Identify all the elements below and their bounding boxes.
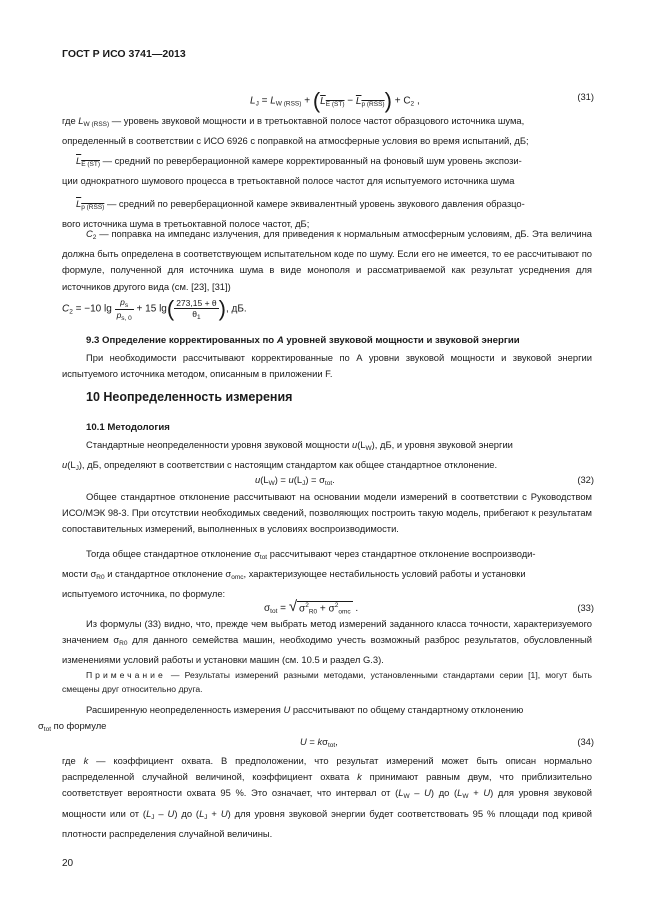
equation-31-number: (31) [577, 91, 594, 102]
eq31-eq: = [258, 95, 271, 107]
fin-v: J [204, 813, 208, 821]
equation-33-number: (33) [577, 602, 594, 613]
fin-t: ) до ( [174, 807, 200, 819]
eq33-plus: + σ [317, 603, 335, 614]
eq32-a: u [255, 474, 261, 485]
fin-j: ) до ( [430, 787, 458, 799]
equation-32 [255, 474, 335, 487]
eqc2-den2: θ [192, 308, 197, 319]
eq33-r2-sub: omc [338, 608, 351, 615]
fin-a: где [62, 755, 84, 766]
def-lp-sub: p (RSS) [81, 204, 105, 211]
section-9-3-text: При необходимости рассчитывают корректированные по А уровни звуковой мощности и звуковой энергии испытуемого источника методом, описанным в приложении F. [62, 352, 592, 380]
eq31-lhs-sub: J [255, 100, 259, 108]
fin-c: — коэффициент охвата. В предположении, что результат измерений может быть описан нормально распределенной случайной величиной, коэффициент охвата [62, 755, 592, 783]
exp-b: U [283, 704, 291, 715]
paragraph-final [62, 753, 592, 842]
f33-a: Из формулы (33) видно, что, прежде чем выбрать метод измерений заданного класса точности, характеризуемого значением σ [62, 618, 592, 646]
f33-c: для данного семейства машин, необходимо учесть возможный разброс результатов, обусловленный изменениями условий работы и установки машин (см. 10.5 и раздел G.3). [62, 634, 592, 666]
eqc2-num2: 273,15 + θ [176, 297, 217, 308]
exp-e: tot [43, 726, 52, 734]
fin-h: – [409, 787, 425, 799]
eq33-r2-sup: 2 [334, 601, 339, 609]
def-lp-sym: L [76, 198, 82, 209]
paragraph-expanded [38, 702, 592, 738]
section-10-1-title: 10.1 Методология [86, 422, 170, 433]
sec93-title-a: 9.3 Определение корректированных по [86, 335, 277, 346]
eq34-f: , [335, 736, 338, 747]
right-paren: ) [384, 88, 392, 113]
eq33-lhs: σ [264, 603, 271, 614]
then-c: рассчитывают через стандартное отклонение воспроизводи- [267, 548, 536, 559]
p1i: ), дБ, определяют в соответствии с настоящим стандартом как общее стандартное отклонение. [78, 459, 498, 471]
fin-b: k [83, 755, 89, 766]
f33-b: R0 [119, 640, 128, 648]
exp-c: рассчитывают по общему стандартному отклонению [290, 704, 524, 715]
fin-d: k [357, 771, 362, 783]
equation-34 [300, 736, 338, 749]
def-lp-line2: вого источника шума в третьоктавной полосе частот, дБ; [62, 218, 310, 230]
left-paren: ( [312, 88, 321, 113]
eq34-a: U [300, 736, 307, 747]
eq32-g: J [302, 480, 306, 487]
eq34-b: = [306, 736, 318, 747]
then-i: испытуемого источника, по формуле: [62, 588, 226, 600]
definition-le [62, 153, 592, 189]
paragraph-then [62, 546, 592, 603]
p1c: (L [357, 439, 366, 450]
section-10-title: 10 Неопределенность измерения [86, 390, 293, 404]
eqc2-eq: = −10 lg [72, 303, 112, 315]
fin-p: L [146, 807, 152, 819]
eq31-t1-sub: W (RSS) [275, 100, 302, 108]
p1e: ), дБ, и уровня звуковой энергии [371, 439, 513, 450]
eq32-e: u [288, 474, 294, 485]
sec93-title-i: А [276, 335, 284, 346]
fin-r: – [154, 807, 168, 819]
then-h: , характеризующее нестабильность условий работы и установки [243, 568, 526, 580]
eq32-i: tot [324, 480, 333, 487]
exp-f: по формуле [51, 720, 107, 732]
def-le-sym: L [76, 155, 82, 166]
eq31-t3: L [355, 95, 362, 107]
fin-s: U [167, 807, 175, 819]
eq31-t2: L [320, 95, 326, 107]
def-c2-sub: 2 [92, 234, 97, 241]
eq33-r1: σ [299, 603, 306, 614]
eq32-j: . [332, 474, 335, 485]
equation-32-number: (32) [577, 474, 594, 485]
eq32-h: ) = σ [305, 474, 325, 485]
eq31-comma: , [414, 95, 420, 107]
section-9-3-title [86, 335, 520, 346]
eqc2-den1: p [116, 309, 122, 320]
def-c2-sym: C [86, 228, 93, 239]
eqc2-mid: + 15 lg [133, 303, 167, 315]
definition-c2 [62, 226, 592, 295]
fraction-pressure [115, 297, 134, 322]
p1g: (L [67, 459, 76, 471]
then-e: R0 [96, 574, 105, 582]
eqc2-lhs-sub: 2 [69, 308, 73, 316]
fin-l: W [462, 793, 469, 801]
exp-d: σ [38, 720, 44, 732]
def-le-sub: E (ST) [81, 161, 100, 168]
eq33-eq: = [277, 603, 289, 614]
c2-left-paren: ( [166, 296, 175, 321]
fin-y: ) для уровня звуковой энергии будет соответствовать 95 % площади под кривой плотности распределения случайной величины. [62, 807, 592, 839]
fin-u: L [199, 807, 205, 819]
sec93-title-b: уровней звуковой мощности и звуковой энергии [283, 335, 520, 346]
p1a: Стандартные неопределенности уровня звуковой мощности [86, 439, 352, 450]
eq32-d: ) = [274, 474, 289, 485]
fin-o: ) для уровня звуковой мощности или от ( [62, 787, 592, 819]
fin-q: J [151, 813, 155, 821]
equation-34-number: (34) [577, 736, 594, 747]
def-lw-sym: L [78, 115, 84, 126]
eq31-plus: + [301, 95, 313, 107]
eq32-b: (L [260, 474, 269, 485]
p1b: u [351, 439, 358, 450]
eq31-t2-sub: E (ST) [325, 100, 345, 108]
fin-m: + [468, 787, 484, 799]
note-label: Примечание [86, 670, 166, 680]
then-g: omc [231, 574, 244, 582]
page-number: 20 [62, 858, 74, 869]
def-c2-text: — поправка на импеданс излучения, для приведения к нормальным атмосферным условиям, дБ. Эта величина должна быть определена в соответствующем испытательном коде по шуму. Если его не имеется, то ее рассчитывают по формуле, полученной для источника шума в виде монополя и рассматриваемой как результат усреднения для источников другого вида (см. [23], [31]) [62, 228, 592, 292]
fin-f: L [398, 787, 404, 799]
eqc2-tail: , дБ. [225, 303, 247, 315]
eqc2-den1-sub: s, 0 [121, 314, 132, 322]
eqc2-num1-sub: s [124, 301, 129, 309]
eq33-r1-sup: 2 [305, 601, 309, 609]
eq31-minus: − [344, 95, 356, 107]
p1h: J [75, 465, 79, 473]
standard-header: ГОСТ Р ИСО 3741—2013 [62, 48, 186, 60]
eq34-c: k [317, 736, 323, 747]
eq31-t3-sub: p (RSS) [361, 100, 385, 108]
eq31-t1: L [270, 95, 276, 107]
def-lw-line2: определенный в соответствии с ИСО 6926 с поправкой на атмосферные условия во время испытаний, дБ; [62, 135, 529, 147]
def-le-line2: ции однократного шумового процесса в третьоктавной полосе частот для испытуемого источника шума [62, 175, 515, 187]
def-lw-line1: — уровень звуковой мощности и в третьоктавной полосе частот образцового источника шума, [109, 115, 525, 126]
then-f: и стандартное отклонение σ [104, 568, 232, 580]
fin-e: принимают равным двум, что приблизительно соответствует вероятности охвата 95 %. Это означает, что интервал от ( [62, 771, 593, 799]
radicand [297, 601, 353, 615]
fin-x: U [220, 807, 228, 819]
fraction-temperature [174, 298, 218, 321]
note-text: — Результаты измерений разными методами, установленными стандартами серии [1], могут быть смещены друг относительно друга. [62, 670, 592, 694]
definition-lw [62, 113, 592, 149]
fin-g: W [403, 793, 410, 801]
eq32-f: (L [293, 474, 303, 485]
section-10-1-text [62, 437, 592, 477]
fin-n: U [483, 787, 491, 799]
equation-c2 [62, 296, 247, 322]
eqc2-num1: p [120, 296, 125, 307]
fin-w: + [207, 807, 221, 819]
def-lw-sub: W (RSS) [83, 121, 110, 128]
equation-33 [264, 598, 358, 615]
exp-a: Расширенную неопределенность измерения [86, 704, 284, 715]
eq31-lhs: L [250, 95, 256, 107]
eq31-tail: + C [391, 95, 411, 107]
p1d: W [365, 445, 372, 452]
then-d: мости σ [62, 568, 97, 580]
eqc2-den2-sub: 1 [196, 313, 201, 321]
then-a: Тогда общее стандартное отклонение σ [86, 548, 260, 559]
c2-right-paren: ) [218, 296, 226, 321]
fin-i: U [424, 787, 431, 799]
eq31-tail-sub: 2 [410, 100, 415, 108]
eq33-dot: . [352, 603, 359, 614]
equation-31 [250, 88, 420, 114]
def-lp-line1: — средний по реверберационной камере эквивалентный уровень звукового давления образцо- [104, 198, 525, 209]
eq33-r1-sub: R0 [308, 608, 318, 615]
def-le-line1: — средний по реверберационной камере корректированный на фоновый шум уровень экспози- [100, 155, 522, 166]
eqc2-lhs: C [62, 303, 70, 315]
p1f: u [62, 459, 68, 471]
then-b: tot [259, 554, 268, 561]
eq33-lhs-sub: tot [270, 608, 278, 615]
paragraph-model: Общее стандартное отклонение рассчитывают на основании модели измерений в соответствии с Руководством ИСО/МЭК 98-3. При отсутствии необходимых сведений, позволяющих построить такую модель, прибегают к результатам сопоставительных измерений, выполненных в условиях воспроизводимости. [62, 491, 592, 535]
eq34-e: tot [327, 742, 336, 749]
note [62, 668, 592, 696]
eq34-d: σ [322, 736, 328, 747]
def-lw-prefix: где [62, 115, 79, 126]
paragraph-formula-33 [62, 616, 592, 669]
sqrt-symbol: √ [288, 598, 298, 615]
fin-k: L [457, 787, 463, 799]
eq32-c: W [268, 480, 275, 487]
